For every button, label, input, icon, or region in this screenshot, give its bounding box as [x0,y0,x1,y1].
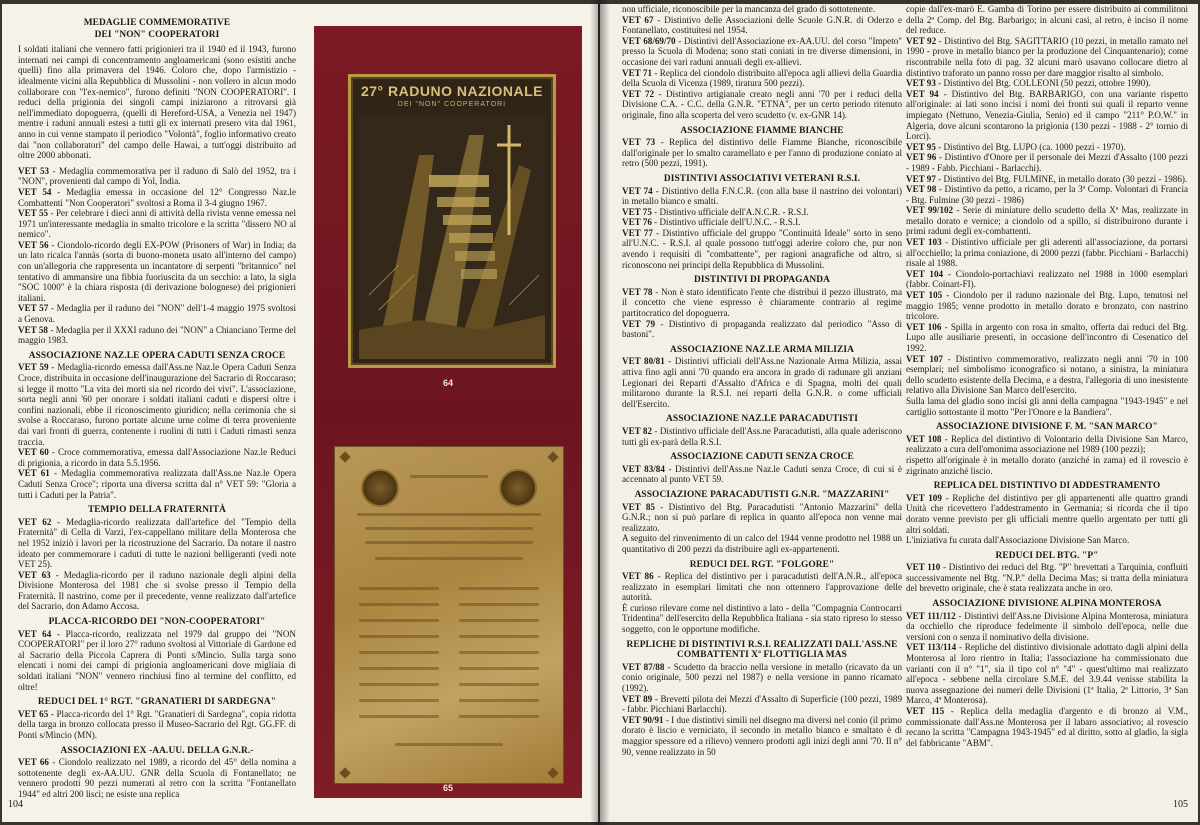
catalog-entry [906,152,1188,173]
entry-code: VET 55 [18,208,49,219]
heading-repliche: REPLICHE DI DISTINTIVI R.S.I. REALIZZATI DALL'ASS.NE COMBATTENTI Xª FLOTTIGLIA MAS [626,639,898,661]
entry-code: VET 110 [906,562,941,573]
entry-code: VET 115 [906,706,945,716]
caption-65: 65 [442,783,453,793]
heading-arma-milizia: ASSOCIAZIONE NAZ.LE ARMA MILIZIA [670,344,854,355]
catalog-entry [906,434,1188,455]
entry-code: VET 94 [906,88,939,99]
entry-code: VET 57 [18,303,49,314]
entry-text: - Ciondolo realizzato nel 1989, a ricordo del 45° della nomina a sottotenente degli ex-AA.UU. GNR della Scuola di Fontanellato; ne vennero prodotti 90 pezzi numerati al retro con la scritta "Fontanellato 1944" ed altri 200 lisci; ne esiste una replica [18,757,296,799]
catalog-entry [906,642,1188,706]
catalog-entry [622,15,902,36]
catalog-entry [18,208,296,240]
catalog-entry [906,184,1188,205]
entry-text: - Distintivo delle Associazioni delle Scuole G.N.R. di Oderzo e Fontanellato, costituitesi nel 1954. [622,14,902,36]
entry-code: VET 80/81 [622,356,665,367]
entry-code: VET 79 [622,318,655,329]
entry-text: - Scudetto da braccio nella versione in metallo (ricavato da un conio originale, 500 pezzi nel 1987) e nella versione in panno ricamato (1992). [622,661,902,694]
entries-list [906,611,1188,749]
heading-medaglie: MEDAGLIE COMMEMORATIVE [83,18,231,28]
entry-text: - Repliche del distintivo per gli appartenenti alle quattro grandi Unità che ricevettero l'addestramento in Germania; si ricorda che il tipo dorato venne previsto per gli ufficiali mentre quello argentato per tutti gli altri soldati. [906,492,1188,535]
engraved-line [359,635,439,638]
heading-btg-p: REDUCI DEL BTG. "P" [995,550,1099,561]
entry-text: - Medaglia emessa in occasione del 12° Congresso Naz.le Combattenti "Non Cooperatori" svoltosi a Roma il 3-4 giugno 1967. [18,186,296,208]
entry-code: VET 54 [18,186,52,197]
catalog-entry [18,709,296,741]
entries-list [18,362,296,500]
entries-list [18,517,296,612]
heading-distintivi-veterani: DISTINTIVI ASSOCIATIVI VETERANI R.S.I. [663,173,861,184]
plaque-photo-64 [348,74,556,368]
entry-code: VET 72 [622,88,655,99]
entry-text: - Spilla in argento con rosa in smalto, offerta dai reduci del Btg. Lupo alle ausiliarie presenti, in occasione dell'incontro di Cesenatico del 1992. [906,321,1188,353]
engraved-line [459,587,539,590]
entry-text: - Distintivo ufficiale del gruppo "Continuità Ideale" sorto in seno all'U.N.C. - R.S.I. al quale possono tutt'oggi aderire coloro che, pur non avendo i requisiti di "combattente", per ragioni anagrafiche od altro, si riconoscono nei principi della Repubblica di Mussolini. [622,227,902,270]
intro-paragraph: I soldati italiani che vennero fatti prigionieri tra il 1940 ed il 1943, furono internati nei campi di concentramento angloamericani (sono esistiti anche quelli) fino alla primavera del 1946. Coloro che, dopo l'armistizio - idealmente vicini alla Repubblica di Mussolini - non vollero in alcun modo collaborare con "l'ex-nemico", furono definiti "NON COOPERATORI". I reduci della prigionia dei singoli campi iniziarono a ritrovarsi già nell'immediato dopoguerra, (quelli di Hereford-USA, a Venezia nel 1947) mentre i raduni annuali estesi a tutti gli ex internati presero vita dal 1961, anno in cui venne stampato il periodico "Volontà", foglio informativo creato dai "non collaboratori" del campo delle Hawai, a tutt'oggi distribuito ad oltre 2000 abbonati. [18,44,296,161]
entry-code: VET 66 [18,757,49,768]
catalog-entry [622,502,902,534]
entries-list [622,356,902,409]
entry-text: - Repliche del distintivo divisionale adottato dagli alpini della Monterosa al loro rientro in Italia; l'associazione ha commissionato due varianti con il n° "1", sia il tipo col n° "4" - quest'ultimo mai realizzato all'epoca - sebbene nella circolare S.M.E. del 3.9.44 venisse stabilita la nuova assegnazione dei numeri delle Divisioni (1ª Italia, 2ª Littorio, 3ª San Marco, 4ª Monterosa). [906,642,1188,706]
entry-code: VET 64 [18,628,52,639]
catalog-entry [18,240,296,304]
entries-list [622,186,902,271]
entry-code: VET 90/91 [622,714,664,725]
catalog-entry [906,562,1188,594]
heading-placca: PLACCA-RICORDO DEI "NON-COOPERATORI" [48,617,266,628]
catalog-entry [622,68,902,89]
entry-code: VET 62 [18,516,52,527]
entry-text: - Distintivo del Btg. LUPO (ca. 1000 pezzi - 1970). [935,141,1126,152]
catalog-entry [18,362,296,447]
vet107-note: Sulla lama del gladio sono incisi gli anni della campagna "1943-1945" e nel cartiglio sottostante il motto "Per l'Onore e la Bandiera". [906,395,1188,417]
entry-text: - Distintivi dell'Ass.ne Divisione Alpina Monterosa, miniatura da occhiello che riproduce fedelmente il simbolo dell'epoca, nelle due versioni con o senza il nominativo della divisione. [906,610,1188,642]
entry-code: VET 68/69/70 [622,35,676,46]
left-page [2,4,598,822]
catalog-entry [622,36,902,68]
entries-list [622,464,902,485]
heading-tempio: TEMPIO DELLA FRATERNITÀ [87,505,227,516]
catalog-entry [622,694,902,715]
entry-text: - Medaglia per il raduno dei "NON" dell'1-4 maggio 1975 svoltosi a Genova. [18,303,296,325]
catalog-entry [906,78,1188,89]
catalog-entry [622,464,902,485]
heading-fiamme-bianche: ASSOCIAZIONE FIAMME BIANCHE [680,125,844,136]
catalog-entry [906,142,1188,153]
entry-text: - Distintivo ufficiale dell'Ass.ne Paracadutisti, alla quale aderiscono tutti gli ex-parà della R.S.I. [622,425,902,447]
heading-paracadutisti: ASSOCIAZIONE NAZ.LE PARACADUTISTI [666,414,858,425]
entry-code: VET 93 [906,78,936,89]
entry-text: - Ciondolo per il raduno nazionale del Btg. Lupo, tenutosi nel maggio 1985; venne prodotto in metallo dorato e bronzato, con nastrino tricolore. [906,290,1188,322]
plaque-relief-illustration [359,115,545,359]
entry-text: - Distintivo del Btg. BARBARIGO, con una variante rispetto all'originale: ai lati sono incisi i nomi dei fronti sui quali il reparto venne impiegato (Nettuno, Venezia-Giulia, Senio) ed il campo "211° P.O.W." in Algeria, dove alcuni scontarono la prigionia (130 pezzi - 1988 - 2° tornio di Lorci). [906,88,1188,142]
entry-text: - Croce commemorativa, emessa dall'Associazione Naz.le Reduci di prigionia, a ricordo in data 5.5.1956. [18,447,296,468]
entries-list [622,287,902,340]
catalog-entry [622,715,902,757]
entry-code: VET 99/102 [906,205,954,216]
entries-list [18,629,296,693]
heading-aa-uu: ASSOCIAZIONI EX -AA.UU. DELLA G.N.R.- [60,745,254,756]
entry-code: VET 65 [18,708,49,719]
catalog-entry [906,36,1188,78]
engraved-line [395,743,503,746]
left-text-column [18,18,296,808]
entry-code: VET 97 [906,173,936,184]
entries-list [622,15,902,121]
catalog-entry [906,89,1188,142]
entries-list [906,36,1188,396]
entries-list [622,426,902,447]
heading-caduti: ASSOCIAZIONE CADUTI SENZA CROCE [670,452,854,463]
engraved-line [459,603,539,606]
nail-icon [547,767,558,778]
catalog-entry [622,217,902,228]
entry-code: VET 63 [18,569,51,580]
entry-code: VET 76 [622,217,652,228]
engraved-line [365,527,533,530]
catalog-entry [622,207,902,218]
entry-code: VET 53 [18,165,50,176]
engraved-line [359,603,439,606]
emblem-left-icon [361,469,399,507]
catalog-entry [622,89,902,121]
vet108-note: rispetto all'originale è in metallo dorato (anziché in zama) ed il rovescio è zigrinato anziché liscio. [906,454,1188,476]
engraved-line [365,541,533,544]
entry-code: VET 82 [622,425,653,436]
right-text-column-2 [906,4,1188,802]
nail-icon [339,451,350,462]
catalog-entry [622,228,902,270]
nail-icon [547,451,558,462]
engraved-line [359,651,439,654]
catalog-entry [906,611,1188,643]
heading-medaglie-sub: DEI "NON" COOPERATORI [94,29,220,40]
photo-plate [314,26,582,798]
engraved-line [459,651,539,654]
entry-text: - Distintivo della F.N.C.R. (con alla base il nastrino dei volontari) in metallo bianco e smalti. [622,185,902,207]
entries-list [906,493,1188,535]
book-gutter [590,0,610,825]
heading-mazzarini: ASSOCIAZIONE PARACADUTISTI G.N.R. "MAZZARINI" [634,489,890,500]
entry-text: - Ciondolo-ricordo degli EX-POW (Prisoners of War) in India; da un lato ricalca l'annàs (sorta di buono-moneta usato all'interno del campo) con un'allegoria che rappresenta un incantatore di serpenti "britannico" nel tentativo di ammansire una fibbia fuoriuscita da un secchio: a lato, la sigla "SOC 1000" è la chiara risposta (di derivazione bolognese) dei prigionieri italiani. [18,239,296,303]
entry-text: - Placca-ricordo, realizzata nel 1979 dal gruppo dei "NON COOPERATORI" per il loro 27° raduno svoltosi al Vittoriale di Gardone ed al Sacrario della Piccola Caprera di Ponti s/Mincio. Sulla targa sono elencati i nomi dei campi di prigionia angloamericani dove migliaia di soldati italiani "NON" vennero rinchiusi fino al termine del conflitto, ed oltre! [18,628,296,692]
entry-code: VET 107 [906,353,943,364]
entry-text: - Distintivo commemorativo, realizzato negli anni '70 in 100 esemplari; nel simbolismo iconografico si notano, a sinistra, la miniatura dello scudetto esistente della Decima, e a destra, l'allegoria di uno inesistente relativo alla Divisione San Marco dell'esercito. [906,353,1188,396]
plaque-title: 27° RADUNO NAZIONALE [360,83,544,99]
catalog-entry [18,570,296,612]
heading-san-marco: ASSOCIAZIONE DIVISIONE F. M. "SAN MARCO" [936,422,1158,433]
emblem-right-icon [499,469,537,507]
heading-folgore: REDUCI DEL RGT. "FOLGORE" [689,559,835,570]
entry-code: VET 96 [906,152,937,163]
entry-code: VET 98 [906,184,937,195]
entry-text: - Per celebrare i dieci anni di attività della rivista venne emessa nel 1971 un'interessante medaglia in smalto tricolore e la scritta "dissero NO al nemico". [18,208,296,240]
catalog-entry [18,325,296,346]
catalog-entry [622,662,902,694]
entry-text: - Medaglia per il XXXI raduno dei "NON" a Chianciano Terme del maggio 1983. [18,324,296,346]
entries-list [622,571,902,603]
catalog-entry [622,137,902,169]
entry-text: - Medaglia-ricordo emessa dall'Ass.ne Naz.le Opera Caduti Senza Croce, distribuita in occasione dell'inaugurazione del Sacrario di Roccaraso; si legge il motto "La vita dei morti sia nel ricordo dei vivi". L'associazione, sorta negli anni '60 per onorare i soldati italiani caduti e dispersi oltre i confini nazionali, ebbe il riconoscimento giuridico; nella cerimonia che si svolse a Roccaraso, furono portate alcune urne colme di terra proveniente dai vari fronti di guerra, contenente i ruolini di tutti i Caduti rimasti senza traccia. [18,362,296,447]
catalog-entry [906,493,1188,535]
catalog-entry [622,426,902,447]
vet109-note: L'iniziativa fu curata dall'Associazione Divisione San Marco. [906,535,1130,546]
entries-list [906,562,1188,594]
entry-text: - Distintivo ufficiale dell'U.N.C. - R.S.I. [651,217,801,228]
entry-text: - Ciondolo-portachiavi realizzato nel 1988 in 1000 esemplari (fabbr. Coinart-FI). [906,268,1188,290]
entry-text: - Distintivo dei reduci del Btg. "P" brevettati a Tarquinia, confluiti successivamente nel Btg. "N.P." della Decima Mas; si tratta della miniatura del brevetto originale, che è stata realizzata anche in oro. [906,562,1188,594]
entry-text: - Medaglia-ricordo per il raduno nazionale degli alpini della Divisione Monterosa del 1981 che si svolse presso il Tempio della Fraternità. Il nastrino, come per il precedente, venne realizzato dall'artefice del Sacrario, don Adamo Accosa. [18,569,296,612]
heading-monterosa: ASSOCIAZIONE DIVISIONE ALPINA MONTEROSA [932,599,1162,610]
engraved-line [359,699,439,702]
entry-code: VET 111/112 [906,610,956,621]
engraved-line [375,557,523,560]
entry-code: VET 105 [906,290,943,301]
engraved-line [459,635,539,638]
entry-code: VET 60 [18,447,49,458]
entry-text: - Distintivo d'Onore per il personale dei Mezzi d'Assalto (100 pezzi - 1989 - Fabb. Picchiani - Barlacchi). [906,152,1188,173]
catalog-entry [18,166,296,187]
catalog-entry [18,468,296,500]
entry-text: - Replica della medaglia d'argento e di bronzo al V.M., commissionate dall'Ass.ne Monterosa per il labaro associativo; al rovescio recano la scritta "Campagna 1943-1945" ed al diritto, sotto al gladio, la sigla del fabbricante "ABM". [906,706,1188,748]
mazzarini-note: A seguito del rinvenimento di un calco del 1944 venne prodotto nel 1988 un quantitativo di 200 pezzi da distribuire agli ex-appartenenti. [622,533,902,554]
engraved-line [357,513,541,516]
entry-code: VET 106 [906,321,942,332]
entries-list [622,137,902,169]
catalog-entry [18,757,296,799]
catalog-entry [622,356,902,409]
entry-text: - Distintivo artigianale creato negli anni '70 per i reduci della Divisione C.A. - C.C. della G.N.R. "ETNA", per un certo periodo ritenuto originale, fino alla scoperta del vero scudetto (v. ex-GNR 14). [622,88,902,120]
entry-text: - Non è stato identificato l'ente che distribuì il pezzo illustrato, ma il concetto che viene espresso è chiaramente contrario al regime partitocratico del dopoguerra. [622,286,902,319]
entry-code: VET 67 [622,14,654,25]
plaque-photo-65 [334,446,564,784]
entry-text: - I due distintivi simili nel disegno ma diversi nel conio (il primo dorato è liscio e verniciato, il secondo in metallo bianco e smaltato è di maggior spessore ed a rilievo) vennero prodotti agli inizi degli anni '70. Il n° 90, venne realizzato in 50 [622,714,902,757]
entry-text: - Brevetti pilota dei Mezzi d'Assalto di Superficie (100 pezzi, 1989 - fabbr. Picchiani Barlacchi). [622,693,902,715]
entry-code: VET 71 [622,67,652,78]
folgore-note: È curioso rilevare come nel distintivo a lato - della "Compagnia Controcarri Tridentina" dell'esercito della Repubblica Italiana - sia stato ripreso lo stesso soggetto, con le opportune modifiche. [622,602,902,635]
entry-text: - Medaglia commemorativa per il raduno di Salò del 1952, tra i "NON", provenienti dal campo di Yol, India. [18,165,296,187]
entry-text: - Distintivo del Btg. COLLEONI (50 pezzi, ottobre 1990). [935,78,1151,89]
catalog-entry [18,303,296,324]
entry-text: - Placca-ricordo del 1° Rgt. "Granatieri di Sardegna", copia ridotta della targa in bronzo collocata presso il Museo-Sacrario del Rgt. GG.FF. di Ponti s/Mincio (MN). [18,708,296,740]
right-page [600,4,1198,822]
catalog-entry [906,174,1188,185]
continuation-text: copie dall'ex-marò E. Gamba di Torino per essere distribuito ai commilitoni della 2ª Comp. del Btg. Barbarigo; in alcuni casi, al retro, è inciso il nome del reduce. [906,4,1188,36]
engraved-line [459,619,539,622]
engraved-line [459,699,539,702]
entry-code: VET 89 [622,693,653,704]
entry-code: VET 108 [906,433,942,444]
entry-code: VET 109 [906,492,942,503]
catalog-entry [906,290,1188,322]
catalog-entry [18,629,296,693]
entry-text: - Distintivi ufficiali dell'Ass.ne Nazionale Arma Milizia, assai attiva fino agli anni '70 quando era ancora in grado di radunare gli anziani Legionari dei Reparti d'Assalto d'Africa e di Spagna, molti dei quali militarono durante la R.S.I. nei reparti della G.N.R. o come ufficiali dell'Esercito. [622,356,902,409]
entry-code: VET 59 [18,362,49,373]
catalog-entry [622,319,902,340]
catalog-entry [18,517,296,570]
engraved-line [459,667,539,670]
entry-code: VET 83/84 [622,463,665,474]
entry-text: - Distintivo da petto, a ricamo, per la 3ª Comp. Volontari di Francia - Btg. Fulmine (30 pezzi - 1986) [906,184,1188,205]
engraved-line [359,587,439,590]
entry-code: VET 78 [622,286,653,297]
entry-code: VET 103 [906,237,942,248]
engraved-line [359,667,439,670]
entries-list [18,757,296,799]
entry-text: - Distintivi dell'Ass.ne Naz.le Caduti senza Croce, di cui si è accennato al punto VET 59. [622,463,902,485]
engraved-line [359,619,439,622]
entry-code: VET 95 [906,141,936,152]
heading-addestramento: REPLICA DEL DISTINTIVO DI ADDESTRAMENTO [933,481,1161,492]
engraved-line [359,715,439,718]
entries-list [18,709,296,741]
catalog-entry [906,205,1188,237]
entry-code: VET 74 [622,185,653,196]
catalog-entry [906,269,1188,290]
right-text-column-1 [622,4,902,802]
catalog-entry [622,186,902,207]
entry-code: VET 73 [622,137,656,148]
entry-code: VET 86 [622,571,654,582]
entry-text: - Distintivi dell'Associazione ex-AA.UU. del corso "Impeto" presso la Scuola di Modena; sono stati coniati in tre diverse dimensioni, in occasione dei vari raduni annuali degli ex-allievi. [622,35,902,67]
catalog-entry [18,447,296,468]
catalog-entry [906,322,1188,354]
heading-granatieri: REDUCI DEL 1° RGT. "GRANATIERI DI SARDEGNA" [37,697,277,708]
entry-text: - Replica del distintivo delle Fiamme Bianche, riconoscibile dall'originale per lo smalto caramellato e per l'anno di produzione coniato al retro (500 pezzi, 1991). [622,137,902,169]
entry-text: - Medaglia-ricordo realizzata dall'artefice del "Tempio della Fraternità" di Cella di Varzi, l'ex-cappellano militare della Monterosa che nel 1952 iniziò i lavori per la ricostruzione del Sacrario. Da notare il nastro ideato per commemorare i caduti di tutte le nazioni belligeranti (vedi note VET 25). [18,516,296,570]
caption-64: 64 [442,378,453,388]
engraved-line [410,475,488,478]
entries-list [622,662,902,757]
entry-code: VET 113/114 [906,642,957,653]
entry-text: - Replica del distintivo per i paracadutisti dell'A.N.R., all'epoca realizzato in esemplari limitati che non ottennero l'approvazione delle autorità. [622,571,902,603]
engraved-line [459,715,539,718]
entry-text: - Distintivo di propaganda realizzato dal periodico "Asso di bastoni". [622,318,902,340]
entries-list [906,434,1188,455]
entry-code: VET 61 [18,468,50,479]
catalog-entry [906,706,1188,748]
entries-list [18,166,296,346]
nail-icon [339,767,350,778]
entry-text: - Distintivo del Btg. Paracadutisti "Antonio Mazzarini" della G.N.R.; non si può parlare di replica in quanto all'epoca non venne mai realizzato. [622,501,902,533]
catalog-entry [906,237,1188,269]
entry-code: VET 104 [906,268,944,279]
entry-code: VET 58 [18,324,48,335]
entry-text: - Distintivo ufficiale dell'A.N.C.R. - R.S.I. [651,206,809,217]
entry-code: VET 56 [18,239,49,250]
page-number-right: 105 [1173,799,1188,810]
catalog-entry [906,354,1188,396]
entry-text: - Replica del ciondolo distribuito all'epoca agli allievi della Guardia della Scuola di Vicenza (1989, tiratura 500 pezzi). [622,67,902,89]
entry-code: VET 92 [906,35,937,46]
catalog-entry [622,571,902,603]
plaque-subtitle: DEI "NON" COOPERATORI [397,101,507,108]
entry-text: - Serie di miniature dello scudetto della Xª Mas, realizzate in metallo dorato e vernice; a ciondolo od a spillo, si distribuirono durante i primi raduni degli ex-combattenti. [906,205,1188,237]
entry-code: VET 85 [622,501,655,512]
engraved-line [459,683,539,686]
entries-list [622,502,902,534]
catalog-entry [18,187,296,208]
entry-code: VET 75 [622,206,652,217]
catalog-entry [622,287,902,319]
entry-text: - Distintivo del Btg. FULMINE, in metallo dorato (30 pezzi - 1986). [935,173,1188,184]
page-number-left: 104 [8,799,23,810]
heading-caduti-senza-croce: ASSOCIAZIONE NAZ.LE OPERA CADUTI SENZA CROCE [28,350,286,361]
entry-text: - Medaglia commemorativa realizzata dall'Ass.ne Naz.le Opera Caduti Senza Croce"; riporta una diversa scritta dal n° VET 59: "Gloria a tutti i Caduti per la Patria". [18,468,296,500]
entry-text: - Replica del distintivo di Volontario della Divisione San Marco, realizzato a cura dell'omonima associazione nel 1989 (100 pezzi); [906,433,1188,455]
entry-text: - Distintivo ufficiale per gli aderenti all'associazione, da portarsi all'occhiello; la prima coniazione, di 2000 pezzi (fabbr. Picchiani - Barlacchi) risale al 1988. [906,237,1188,269]
entry-text: - Distintivo del Btg. SAGITTARIO (10 pezzi, in metallo ramato nel 1990 - prove in metallo bianco per la produzione del Cinquantenario); come riscontrabile nella foto di pag. 32 alcuni marò usavano collocare dietro al distintivo traforato un panno rosso per dare maggior risalto al simbolo. [906,35,1188,78]
entry-code: VET 87/88 [622,661,665,672]
engraved-line [359,683,439,686]
entry-code: VET 77 [622,227,653,238]
continuation-text: non ufficiale, riconoscibile per la mancanza del grado di sottotenente. [622,4,876,14]
heading-propaganda: DISTINTIVI DI PROPAGANDA [693,275,831,286]
